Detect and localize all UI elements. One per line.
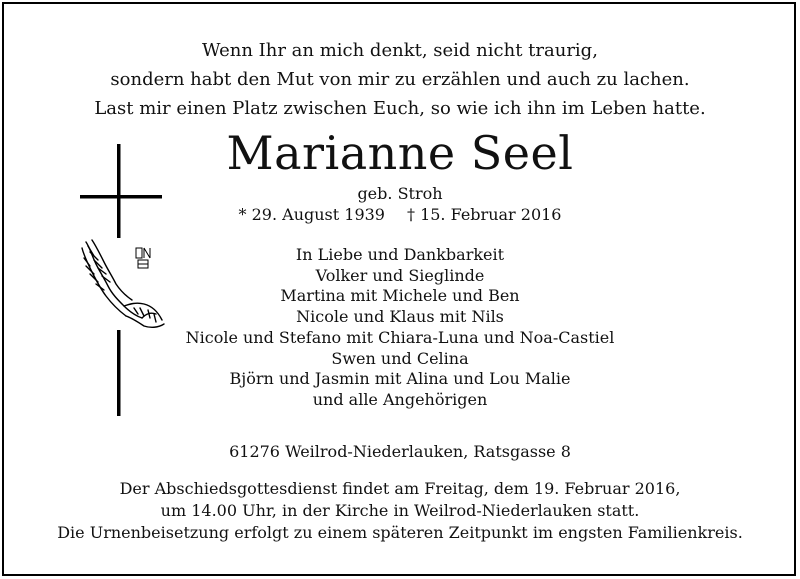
verse-line: sondern habt den Mut von mir zu erzählen und auch zu lachen.: [110, 69, 690, 90]
verse-line: Last mir einen Platz zwischen Euch, so wie ich ihn im Leben hatte.: [94, 98, 706, 119]
memorial-verse: [0, 36, 800, 123]
birth-name: geb. Stroh: [357, 184, 443, 203]
service-line: um 14.00 Uhr, in der Kirche in Weilrod-Niederlauken statt.: [160, 501, 640, 520]
mourner-line: Volker und Sieglinde: [315, 265, 485, 285]
mourner-line: Swen und Celina: [331, 348, 469, 368]
service-line: Die Urnenbeisetzung erfolgt zu einem späteren Zeitpunkt im engsten Familienkreis.: [57, 523, 743, 542]
mourner-line: und alle Angehörigen: [312, 389, 488, 409]
birth-date: * 29. August 1939: [238, 205, 385, 224]
death-date: † 15. Februar 2016: [406, 205, 562, 224]
family-address: 61276 Weilrod-Niederlauken, Ratsgasse 8: [229, 442, 571, 461]
mourners-list: [0, 245, 800, 411]
mourner-line: Nicole und Klaus mit Nils: [296, 307, 504, 327]
mourner-line: Björn und Jasmin mit Alina und Lou Malie: [229, 369, 571, 389]
deceased-name: Marianne Seel: [226, 126, 574, 180]
mourner-line: Nicole und Stefano mit Chiara-Luna und Noa-Castiel: [185, 327, 615, 347]
service-line: Der Abschiedsgottesdienst findet am Freitag, dem 19. Februar 2016,: [119, 479, 681, 498]
mourner-line: In Liebe und Dankbarkeit: [295, 245, 505, 264]
verse-line: Wenn Ihr an mich denkt, seid nicht traurig,: [202, 40, 598, 61]
service-info: [0, 478, 800, 544]
mourner-line: Martina mit Michele und Ben: [280, 286, 520, 306]
